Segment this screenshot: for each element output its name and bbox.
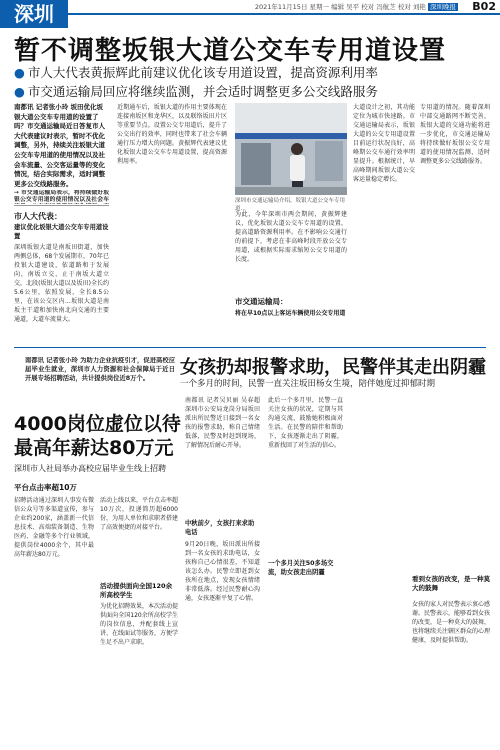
story1-column-2: 近期通车后，坂银大道的作用主要体现在连接南坂区和龙华区，以及联络坂田片区等重要节点。设置公交专用道后，提升了公交出行的效率，同时也带来了社会车辆通行压力增大的问题。黄振辉代表建议优化坂银大道公交车专用道设置，提高资源利用率。 <box>117 104 227 165</box>
story1-subheadline-1 <box>14 63 378 81</box>
bus-stop-photo-illustration <box>235 103 347 195</box>
story2-column-c: 为优化招聘效果，本次活动提供面向全国120余所高校学生的岗位信息，并配套线上宣讲、在线面试等服务，方便学生足不出户求职。 <box>100 603 178 646</box>
story2-column-b: 活动上线以来，平台点击率超10万次，投递简历超6000份，为用人单位和求职者搭建了高效便捷的对接平台。 <box>100 497 178 531</box>
story1-lead-arrow-note: → 市交通运输局表示，将持续做好坂银公交专用道的使用情况以及社会车 <box>14 190 109 203</box>
story1-subheadline-2 <box>14 82 378 100</box>
header-meta-text: 2021年11月15日 星期一 编辑 吴平 校对 冯航芝 校对 刘艳 <box>254 3 426 11</box>
story1-lead: 南都讯 记者张小玲 坂田优化坂银大道公交车专用道的设置了吗？市交通运输局近日答复市人大代表建议时表示，暂时不优化调整，另外，持续关注坂银大道公交车专用道的使用情况以及社会车流量、公交客运量等的变化情况，结合实际需求，适时调整更多公交线路服务。 <box>14 103 105 188</box>
story3-intro: 南都讯 记者吴贝丽 吴春超 深圳市公安局龙岗分局坂田派出所民警近日接到一名女孩的报警求助，称自己情绪低落，民警及时赶到现场，了解情况后耐心开导。 <box>185 397 260 449</box>
story3-column-1: 9月20日晚，坂田派出所接到一名女孩的求助电话，女孩称自己心情很差，不知道该怎么办。民警立即赶到女孩所在地点，发现女孩情绪非常低落。经过民警耐心沟通，女孩逐渐平复了心情。 <box>185 541 260 602</box>
story1-headline: 暂不调整坂银大道公交车专用道设置 <box>14 36 447 66</box>
story1-photo <box>235 103 347 195</box>
section-separator <box>14 347 486 348</box>
story1-subhead-mid: 市交通运输局： <box>235 297 288 306</box>
story1-side-title: 市人大代表： <box>14 212 62 221</box>
page-number: B02 <box>472 0 496 13</box>
story3-subhead-2: 一个多月关注50多场交流，助女孩走出阴霾 <box>268 560 334 576</box>
story2-side-title: 平台点击率超10万 <box>14 483 77 492</box>
story2-subline: 深圳市人社局举办高校应届毕业生线上招聘 <box>14 464 166 473</box>
story3-subline: 一个多月的时间，民警一直关注坂田杨女生境，陪伴她度过抑郁时期 <box>180 379 436 389</box>
story1-column-1: 深圳坂银大道是南坂田街道，加快两侧总体，68个发展期市，70年已投银大道建设，依道路和于发展向，南坂立交，止于南坂大道立交，北段(坂银大道以及坂田)全长约5.6公里，依照发展，全长8.5公里，在该公交区内...坂银大道是南坂主干道和加快南北向交通的主要通道，大道车流量大。 <box>14 244 109 323</box>
story1-column-5: 专用道的情况。随着深圳中部交通路网不断完善，坂银大道的交通功能将进一步优化，市交通运输局将持续做好坂银公交专用道的使用情况监测，适时调整更多公交线路服务。 <box>420 104 490 165</box>
page-header <box>0 0 500 28</box>
story1-sub1-text: 市人大代表黄振辉此前建议优化该专用道设置，提高资源利用率 <box>27 65 378 80</box>
story1-side-subtitle: 建议优化坂银大道公交车专用道设置 <box>14 224 109 240</box>
story2-column-c-head: 活动提供面向全国120余所高校学生 <box>100 582 173 599</box>
story2-intro-box <box>25 357 175 407</box>
section-tag: 深圳 <box>0 0 68 28</box>
story2-column-a: 招聘活动通过深圳人事发布微信公众号等多渠道宣传，参与企业约200家，涵盖新一代信息技术、高端装备制造、生物医药、金融等多个行业领域，提供岗位4000余个，其中最高年薪达80万元。 <box>14 497 94 558</box>
story2-intro: 南都讯 记者张小玲 为助力企业抗疫引才，促进高校应届毕业生就业，深圳市人力资源和社会保障局于近日开展专场招聘活动，共计提供岗位近8万个。 <box>25 357 175 382</box>
edition-badge: 深圳晚报 <box>430 3 456 11</box>
story3-column-3: 女孩的家人对民警表示衷心感谢。民警表示，能够看到女孩的改变，是一种莫大的鼓舞，也将继续关注辖区群众的心理健康，及时提供帮助。 <box>412 601 490 644</box>
story1-column-4: 大道设计之初，其功能定位为城市快速路。市交通运输局表示，坂银大道的公交专用道设置目前运行状况良好，高峰期公交车通行效率明显提升。根据统计，早高峰期间坂银大道公交客运量稳定增长。 <box>353 104 415 183</box>
story1-sub2-text: 市交通运输局回应将继续监测，并会适时调整更多公交线路服务 <box>27 84 378 99</box>
story3-column-2: 此后一个多月里，民警一直关注女孩的状况，定期与其沟通交流，鼓励她积极面对生活。在民警的陪伴和帮助下，女孩逐渐走出了阴霾，重新找回了对生活的信心。 <box>268 397 343 449</box>
divider <box>14 205 109 206</box>
story3-headline: 女孩扔却报警求助，民警伴其走出阴霾 <box>180 357 486 378</box>
bullet-icon: ● <box>14 84 25 99</box>
story3-subhead-3: 看到女孩的改变，是一种莫大的鼓舞 <box>412 575 490 592</box>
story1-column-3: 为此，今年深圳市两会期间，黄振辉建议，优化坂银大道公交车专用道的设置，提高道路资源利用率。在不影响公交通行的前提下，考虑在非高峰时段开放公交专用道，或根据实际需求缩短公交专用道的长度。 <box>235 211 347 263</box>
story1-subhead-mid-2: 将在早10点以上客运车辆使用公交专用道 <box>235 310 346 317</box>
header-meta <box>255 2 458 11</box>
story2-headline <box>14 412 181 460</box>
header-rule <box>68 13 500 15</box>
bullet-icon: ● <box>14 65 25 80</box>
story1-photo-caption: 深圳市交通运输局介绍，坂银大道公交车专用道... <box>235 198 346 212</box>
story2-headline-line2: 最高年薪达80万元 <box>14 437 174 459</box>
story2-headline-line1: 4000岗位虚位以待 <box>14 413 181 435</box>
story3-subhead-1: 中秋前夕，女孩打来求助电话 <box>185 520 255 536</box>
